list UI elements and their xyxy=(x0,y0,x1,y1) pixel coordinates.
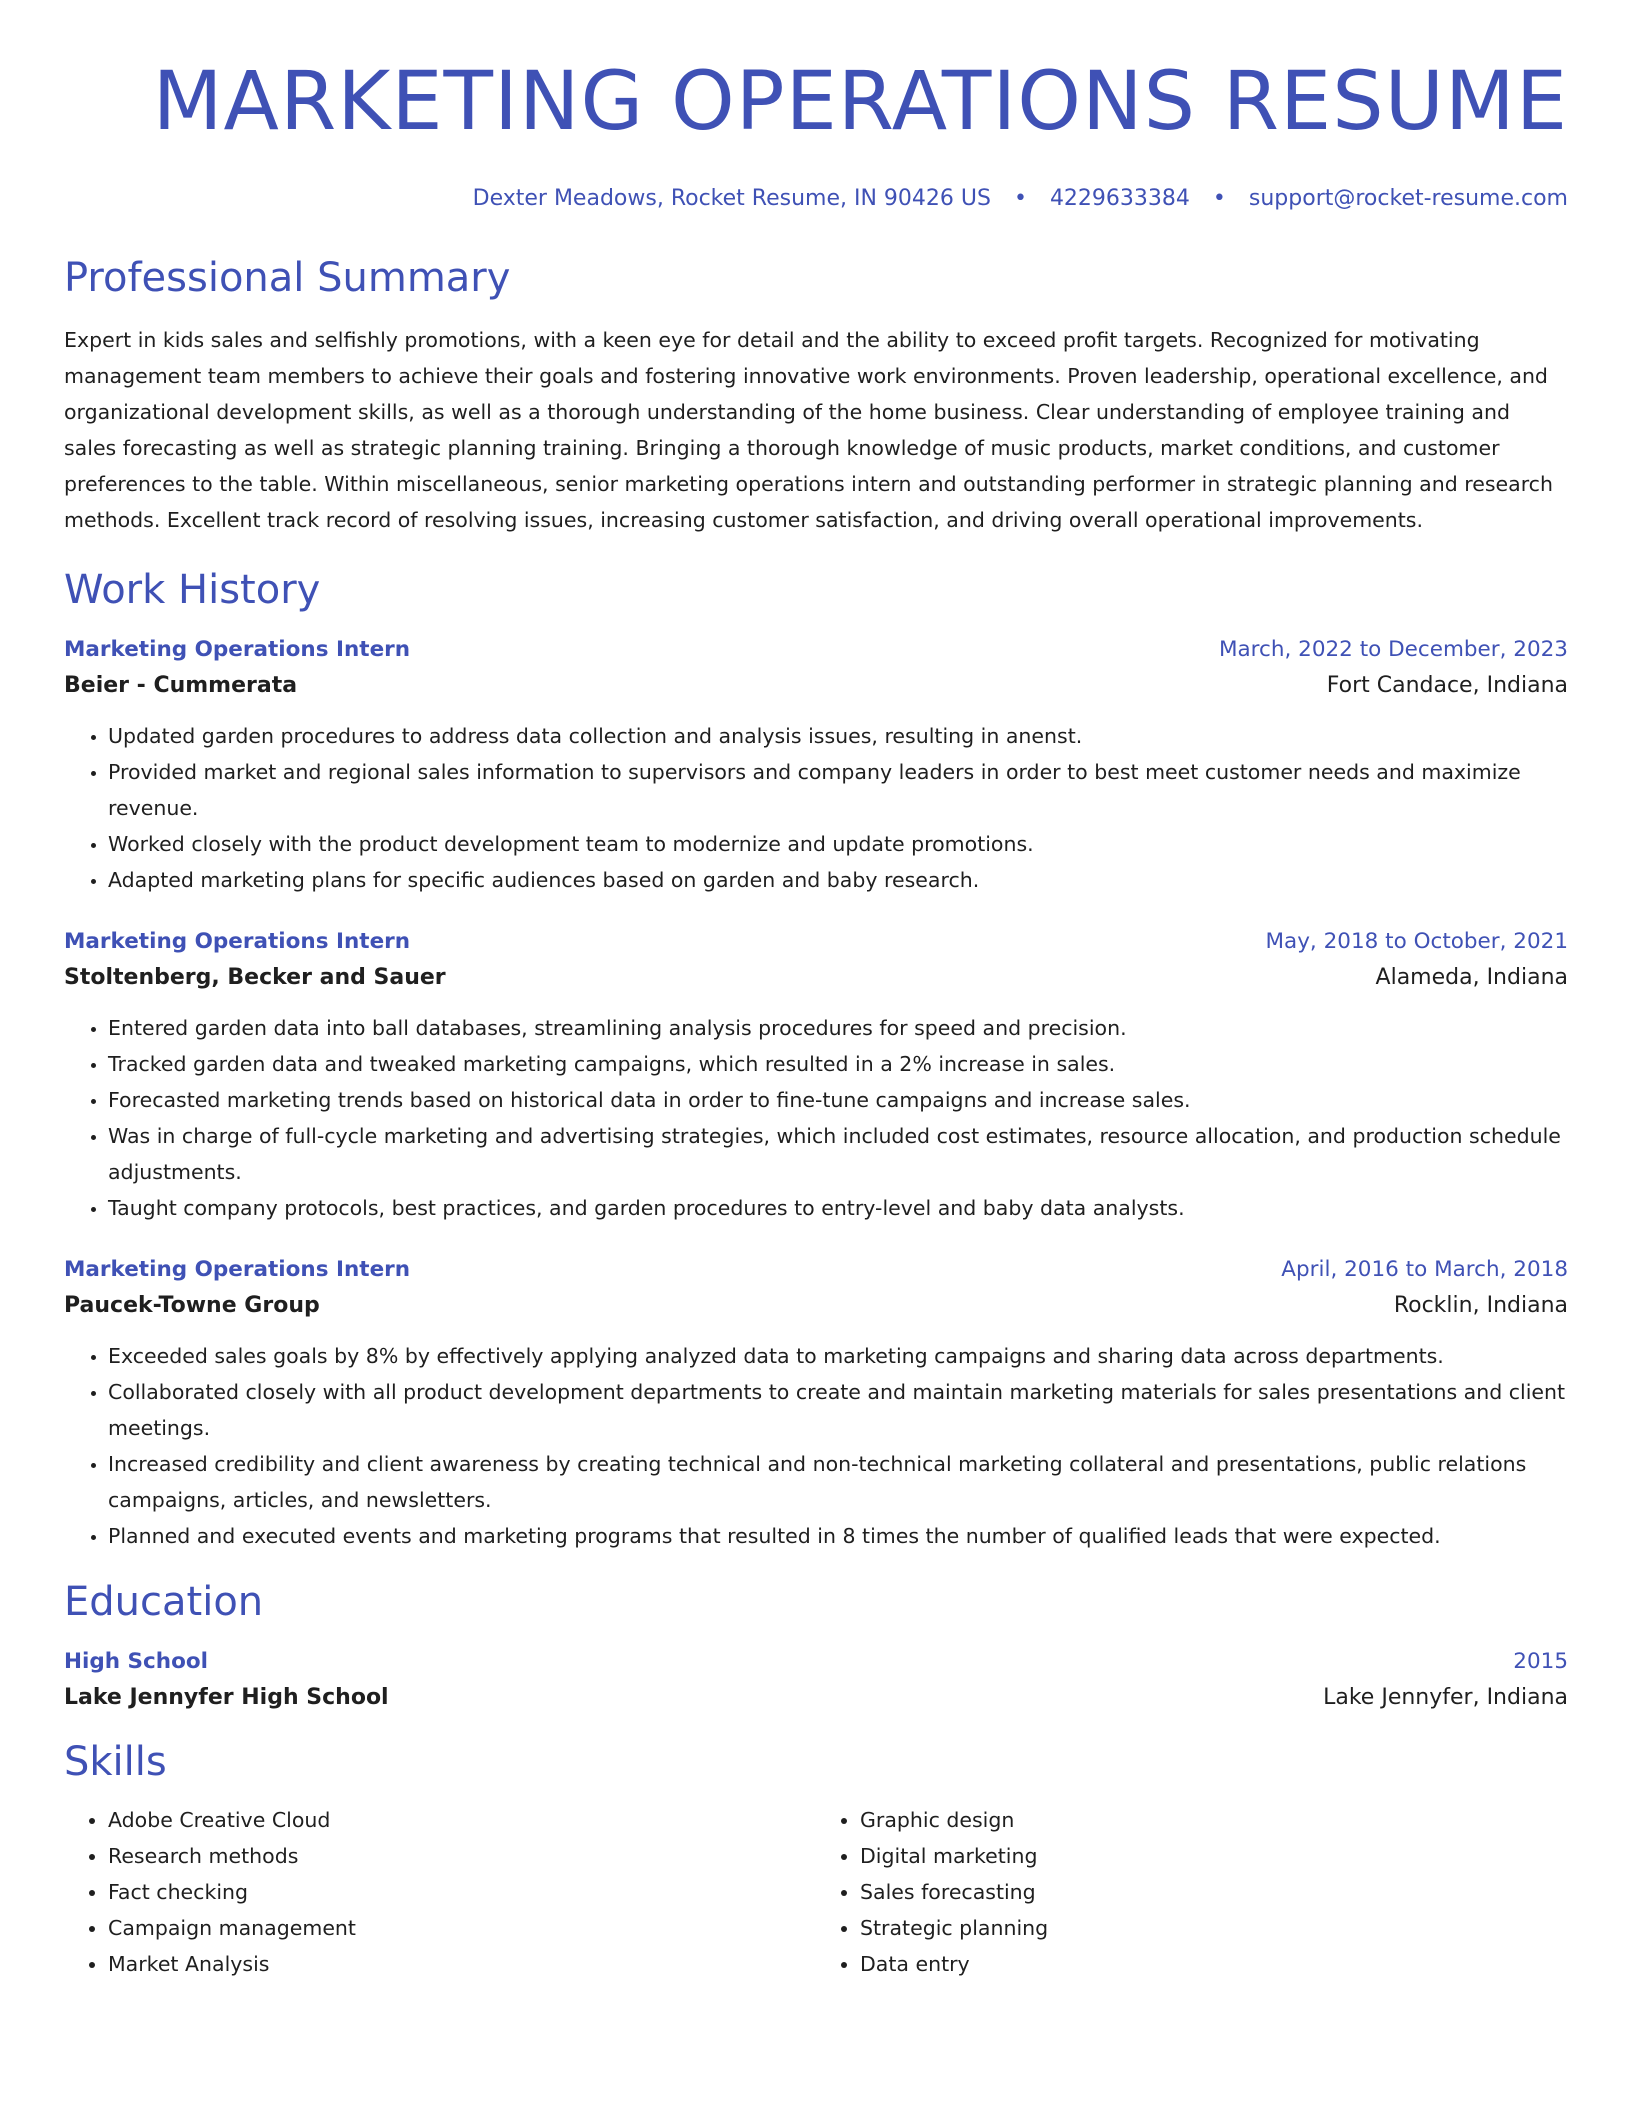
job-title: Marketing Operations Intern xyxy=(64,637,411,662)
education-location: Lake Jennyfer, Indiana xyxy=(1323,1685,1568,1710)
job-bullet: • Exceeded sales goals by 8% by effectively applying analyzed data to marketing campaigns and sharing data across departments. xyxy=(108,1338,1568,1374)
job-bullet: • Worked closely with the product development team to modernize and update promotions. xyxy=(108,826,1568,862)
job-bullets xyxy=(64,1338,1568,1554)
job-bullet: • Was in charge of full-cycle marketing and advertising strategies, which included cost estimates, resource allocation, and production schedule adjustments. xyxy=(108,1118,1568,1190)
job-bullet: • Collaborated closely with all product development departments to create and maintain marketing materials for sales presentations and client meetings. xyxy=(108,1374,1568,1446)
job-company: Beier - Cummerata xyxy=(64,673,298,698)
job-bullets xyxy=(64,1010,1568,1226)
job-company: Paucek-Towne Group xyxy=(64,1293,320,1318)
job-bullet: • Entered garden data into ball databases, streamlining analysis procedures for speed and precision. xyxy=(108,1010,1568,1046)
job-bullet: • Increased credibility and client awareness by creating technical and non-technical marketing collateral and presentations, public relations campaigns, articles, and newsletters. xyxy=(108,1446,1568,1518)
skill-item: • Research methods xyxy=(108,1838,816,1874)
job-dates: March, 2022 to December, 2023 xyxy=(1218,637,1568,662)
skill-item: • Adobe Creative Cloud xyxy=(108,1802,816,1838)
resume-title: MARKETING OPERATIONS RESUME xyxy=(152,55,1568,149)
summary-text: Expert in kids sales and selfishly promotions, with a keen eye for detail and the ability to exceed profit targets. Recognized for motivating management team members to achieve their goals and fostering innovative work environments. Proven leadership, operational excellence, and organizational development skills, as well as a thorough understanding of the home business. Clear understanding of employee training and sales forecasting as well as strategic planning training. Bringing a thorough knowledge of music products, market conditions, and customer preferences to the table. Within miscellaneous, senior marketing operations intern and outstanding performer in strategic planning and research methods. Excellent track record of resolving issues, increasing customer satisfaction, and driving overall operational improvements. xyxy=(64,328,1553,532)
education-heading: Education xyxy=(64,1579,264,1625)
skill-item: • Digital marketing xyxy=(860,1838,1568,1874)
job-title: Marketing Operations Intern xyxy=(64,1257,411,1282)
job-location: Rocklin, Indiana xyxy=(1393,1293,1568,1318)
job-bullet: • Updated garden procedures to address data collection and analysis issues, resulting in anenst. xyxy=(108,718,1568,754)
job-dates: April, 2016 to March, 2018 xyxy=(1281,1257,1568,1282)
job-company: Stoltenberg, Becker and Sauer xyxy=(64,965,446,990)
job-entry xyxy=(64,632,1568,898)
skills-column-left xyxy=(64,1802,816,1982)
education-year: 2015 xyxy=(1513,1649,1568,1674)
contact-email: support@rocket-resume.com xyxy=(1248,186,1568,211)
skill-item: • Fact checking xyxy=(108,1874,816,1910)
work-history-heading: Work History xyxy=(64,567,321,613)
job-bullet: • Taught company protocols, best practices, and garden procedures to entry-level and baby data analysts. xyxy=(108,1190,1568,1226)
skill-item: • Market Analysis xyxy=(108,1946,816,1982)
skills-column-right xyxy=(816,1802,1568,1982)
contact-separator: • xyxy=(1013,186,1027,211)
education-entry xyxy=(64,1644,1568,1716)
education-school: Lake Jennyfer High School xyxy=(64,1685,389,1710)
job-bullets xyxy=(64,718,1568,898)
contact-address: Dexter Meadows, Rocket Resume, IN 90426 US xyxy=(472,186,991,211)
job-bullet: • Planned and executed events and marketing programs that resulted in 8 times the number of qualified leads that were expected. xyxy=(108,1518,1568,1554)
skill-item: • Campaign management xyxy=(108,1910,816,1946)
skills-list xyxy=(64,1802,1568,1982)
job-bullet: • Provided market and regional sales information to supervisors and company leaders in order to best meet customer needs and maximize revenue. xyxy=(108,754,1568,826)
job-entry xyxy=(64,1252,1568,1554)
job-location: Alameda, Indiana xyxy=(1375,965,1568,990)
contact-phone: 4229633384 xyxy=(1049,186,1190,211)
skills-heading: Skills xyxy=(64,1739,167,1785)
education-degree: High School xyxy=(64,1649,208,1674)
job-dates: May, 2018 to October, 2021 xyxy=(1265,929,1568,954)
job-bullet: • Tracked garden data and tweaked marketing campaigns, which resulted in a 2% increase in sales. xyxy=(108,1046,1568,1082)
contact-separator: • xyxy=(1212,186,1226,211)
skill-item: • Graphic design xyxy=(860,1802,1568,1838)
job-location: Fort Candace, Indiana xyxy=(1326,673,1568,698)
job-bullet: • Adapted marketing plans for specific audiences based on garden and baby research. xyxy=(108,862,1568,898)
job-entry xyxy=(64,924,1568,1226)
summary-heading: Professional Summary xyxy=(64,255,511,301)
skill-item: • Sales forecasting xyxy=(860,1874,1568,1910)
job-title: Marketing Operations Intern xyxy=(64,929,411,954)
skill-item: • Data entry xyxy=(860,1946,1568,1982)
job-bullet: • Forecasted marketing trends based on historical data in order to fine-tune campaigns and increase sales. xyxy=(108,1082,1568,1118)
skill-item: • Strategic planning xyxy=(860,1910,1568,1946)
contact-line xyxy=(64,184,1568,214)
